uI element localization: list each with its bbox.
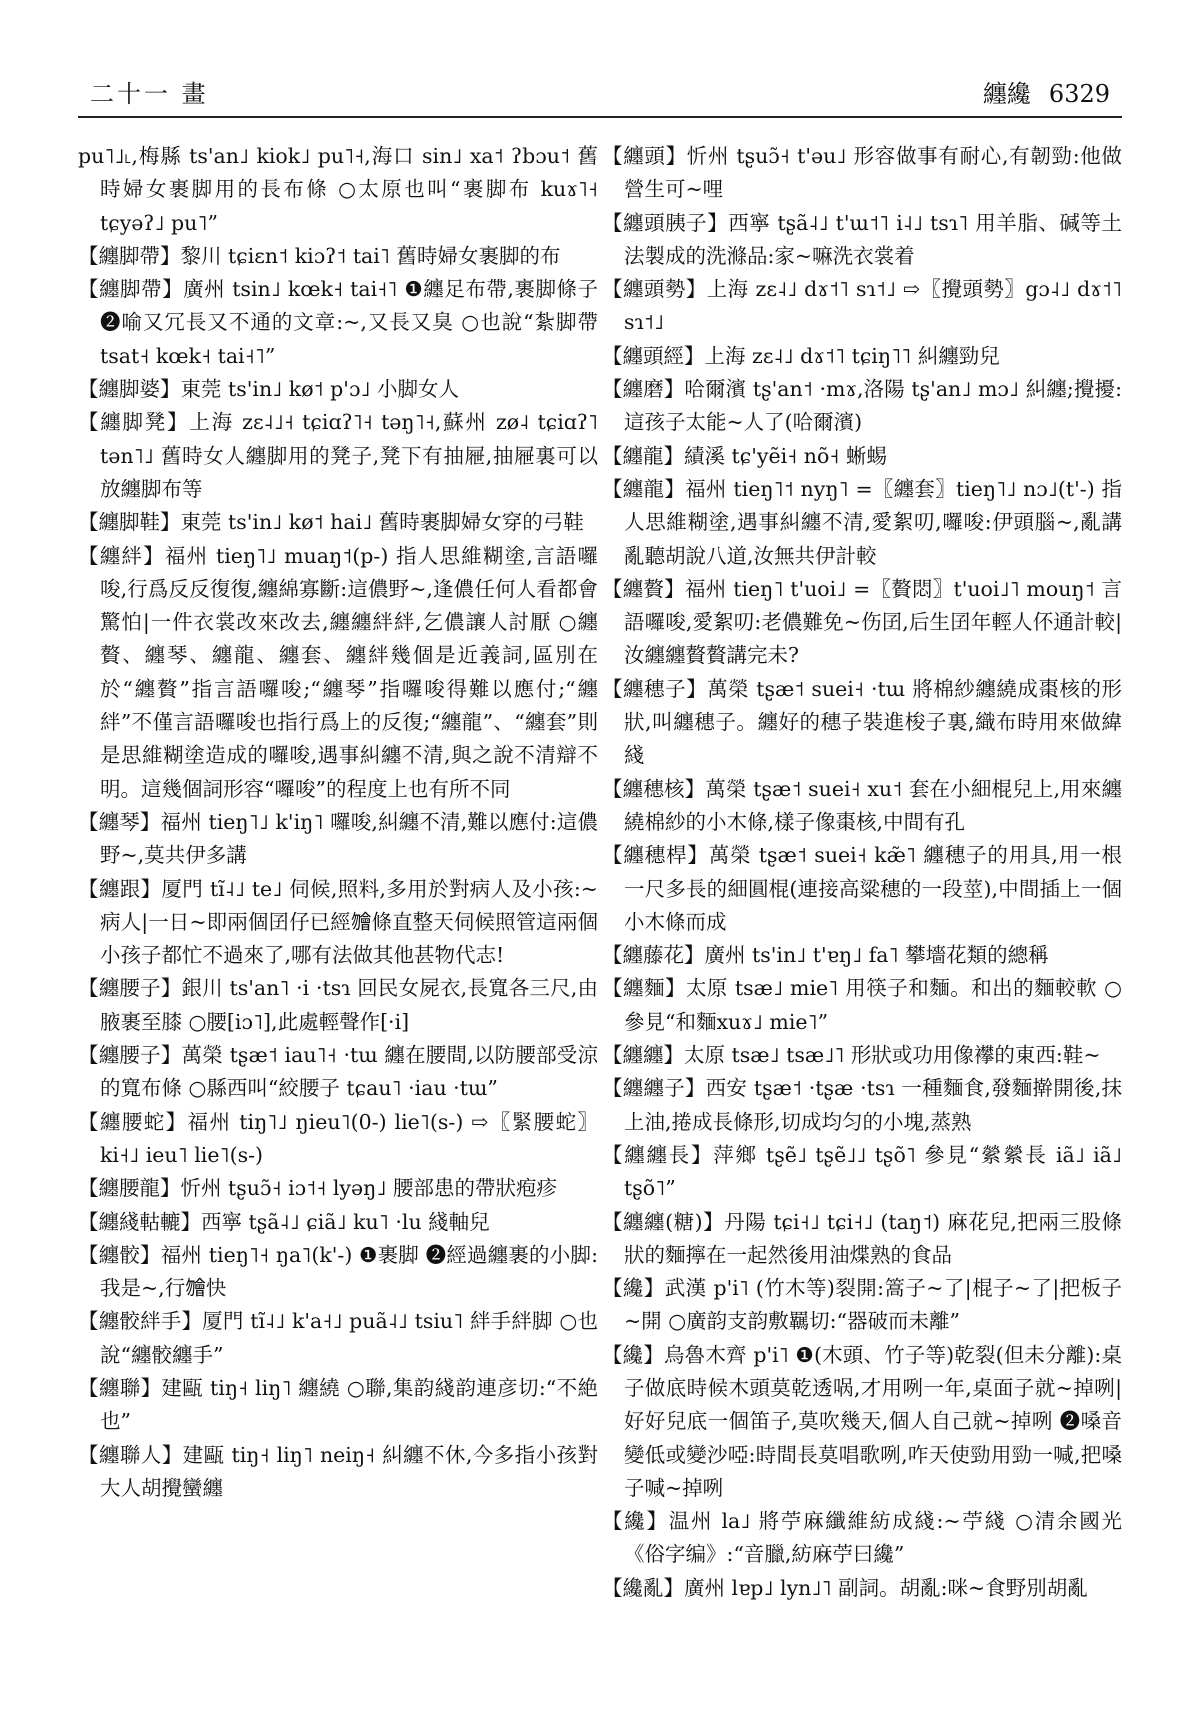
dictionary-entry: 【纏龍】福州 tieŋ˥˦ nyŋ˥ =〖纏套〗tieŋ˥˩ nɔ˩(t'-) 指人思維糊塗,遇事糾纏不清,愛絮叨,囉唆:伊頭腦~,亂講亂聽胡說八道,汝無共伊計較	[602, 476, 1122, 568]
section-title: 二十一 畫	[90, 80, 209, 108]
dictionary-entry: 【纔】温州 la˩ 將苧麻纖維紡成綫:~苧綫 ○清余國光《俗字编》:“音臘,紡麻苧曰纔”	[602, 1509, 1122, 1567]
dictionary-entry: 【纏穗桿】萬榮 tʂæ˦ suei˧ kæ̃˥ 纏穗子的用具,用一根一尺多長的細圓棍(連接高粱穗的一段莖),中間插上一個小木條而成	[602, 843, 1122, 934]
dictionary-entry: 【纔】武漢 p'i˥ (竹木等)裂開:篙子~了|棍子~了|把板子~開 ○廣韵支韵敷羈切:“器破而未離”	[602, 1276, 1122, 1334]
page-header	[78, 66, 1122, 118]
dictionary-entry: 【纏脚帶】黎川 tɕiɛn˦ kiɔʔ˦ tai˥ 舊時婦女裹脚的布	[78, 243, 561, 268]
dictionary-entry: 【纏龍】績溪 tɕ'yẽi˧ nõ˧ 蜥蜴	[602, 443, 887, 468]
dictionary-entry: 【纏琴】福州 tieŋ˥˩ k'iŋ˥ 囉唆,糾纏不清,難以應付:這儂野~,莫共伊多講	[78, 809, 598, 868]
dictionary-entry: 【纏頭經】上海 zɛ˨˩ dɤ˦˥ tɕiŋ˥˥ 糾纏勁兒	[602, 343, 1000, 368]
header-keyword: 纏纔	[982, 80, 1031, 108]
dictionary-entry: 【纏纏子】西安 tʂæ˦ ·tʂæ ·tsɿ 一種麵食,發麵擀開後,抹上油,捲成長條形,切成均匀的小塊,蒸熟	[602, 1076, 1122, 1134]
dictionary-entry: 【纏骹絆手】厦門 tĩ˨˩ k'a˧˩ puã˨˩ tsiu˥ 絆手絆脚 ○也說“纏骹纏手”	[78, 1309, 598, 1367]
dictionary-entry: 【纏跟】厦門 tĩ˨˩ te˩ 伺候,照料,多用於對病人及小孩:~病人|一日~即兩個囝仔已經𣍐條直整天伺候照管這兩個小孩子都忙不過來了,哪有法做其他甚物代志!	[78, 876, 598, 968]
dictionary-entry: 【纏穗核】萬榮 tʂæ˦ suei˧ xu˦ 套在小細棍兒上,用來纏繞棉紗的小木條,樣子像棗核,中間有孔	[602, 776, 1122, 834]
dictionary-entry: 【纏纏(糖)】丹陽 tɕi˧˩ tɕi˧˩ (taŋ˦) 麻花兒,把兩三股條狀的麵擰在一起然後用油煠熟的食品	[602, 1209, 1122, 1267]
dictionary-entry: 【纏脚婆】東莞 ts'in˩ kø˦ p'ɔ˩ 小脚女人	[78, 377, 460, 402]
page-header-right	[983, 74, 1110, 109]
dictionary-entry: 【纏骹】福州 tieŋ˥˧ ŋa˥(k'-) ❶裹脚 ❷經過纏裹的小脚:我是~,行𣍐快	[78, 1242, 598, 1301]
dictionary-entry: 【纏脚帶】廣州 tsin˩ kœk˧ tai˧˥ ❶纏足布帶,裹脚條子 ❷喻又冗長又不通的文章:~,又長又臭 ○也說“紮脚帶 tsat˧ kœk˧ tai˧˥”	[78, 277, 598, 368]
dictionary-entry: 【纏藤花】廣州 ts'in˩ t'ɐŋ˩ fa˥ 攀墻花類的總稱	[602, 943, 1049, 968]
dictionary-entry: 【纏腰子】萬榮 tʂæ˦ iau˥˧ ·tɯ 纏在腰間,以防腰部受涼的寬布條 ○縣西叫“絞腰子 tɕau˥ ·iau ·tɯ”	[78, 1043, 598, 1101]
dictionary-entry: 【纏頭勢】上海 zɛ˨˩ dɤ˦˥ sɿ˦˩ ⇨〖攪頭勢〗gɔ˨˩ dɤ˦˥ sɿ˦˩	[602, 277, 1122, 335]
dictionary-entry: 【纏贅】福州 tieŋ˥ t'uoi˩ =〖贅悶〗t'uoi˩˥ mouŋ˦ 言語囉唆,愛絮叨:老儂難免~伤囝,后生囝年輕人伓通計較|汝纏纏贅贅講完未?	[602, 576, 1122, 668]
dictionary-entry: 【纏腰蛇】福州 tiŋ˥˩ ŋieu˥(0-) lie˥(s-) ⇨〖緊腰蛇〗ki˧˩ ieu˥ lie˥(s-)	[78, 1109, 598, 1167]
dictionary-entry: 【纏絆】福州 tieŋ˥˩ muaŋ˦(p-) 指人思維糊塗,言語囉唆,行爲反反復復,纏綿寡斷:這儂野~,逢儂任何人看都會驚怕|一件衣裳改來改去,纏纏絆絆,乞儂讓人討厭 ○纏贅、纏琴、纏龍、纏套、纏絆幾個是近義詞,區別在於“纏贅”指言語囉唆;“纏琴”指囉唆得難以應付;“纏絆”不僅言語囉唆也指行爲上的反復;“纏龍”、“纏套”則是思維糊塗造成的囉唆,遇事糾纏不清,與之說不清辯不明。這幾個詞形容“囉唆”的程度上也有所不同	[78, 543, 598, 801]
page-number: 6329	[1048, 80, 1110, 108]
dictionary-entry: 【纏頭胰子】西寧 tʂã˨˩ t'ɯ˦˥ i˨˩ tsɿ˥ 用羊脂、碱等土法製成的洗滌品:家~嘛洗衣裳着	[602, 210, 1122, 268]
dictionary-entry: 【纏綫軲轆】西寧 tʂã˨˩ ɕiã˩ ku˥ ·lu 綫軸兒	[78, 1209, 490, 1234]
dictionary-entry: 【纏頭】忻州 tʂuɔ̃˧ t'əu˩ 形容做事有耐心,有韌勁:他做營生可~哩	[602, 144, 1122, 202]
dictionary-entry: 【纏磨】哈爾濱 tʂ'an˦ ·mɤ,洛陽 tʂ'an˩ mɔ˩ 糾纏;攪擾:這孩子太能~人了(哈爾濱)	[602, 377, 1122, 435]
dictionary-entry: 【纏脚鞋】東莞 ts'in˩ kø˦ hai˩ 舊時裹脚婦女穿的弓鞋	[78, 510, 584, 535]
dictionary-entry: 【纏麵】太原 tsæ˩ mie˥ 用筷子和麵。和出的麵較軟 ○參見“和麵xuɤ˩ mie˥”	[602, 976, 1122, 1034]
dictionary-entry: 【纔】烏魯木齊 p'i˥ ❶(木頭、竹子等)乾裂(但未分離):桌子做底時候木頭莫乾透㖞,才用咧一年,桌面子就~掉咧|好好兒底一個笛子,莫吹幾天,個人自己就~掉咧 ❷嗓音變低或變沙啞:時間長莫唱歌咧,咋天使勁用勁一喊,把嗓子喊~掉咧	[602, 1342, 1122, 1500]
dictionary-entry: 【纏脚凳】上海 zɛ˨˩˧ tɕiɑʔ˥˧ təŋ˥˧,蘇州 zø˨ tɕiɑʔ˥ tən˥˩ 舊時女人纏脚用的凳子,凳下有抽屜,抽屜裏可以放纏脚布等	[78, 410, 598, 501]
left-column	[78, 140, 598, 1700]
dictionary-entry: 【纏穗子】萬榮 tʂæ˦ suei˧ ·tɯ 將棉紗纏繞成棗核的形狀,叫纏穗子。纏好的穗子裝進梭子裏,織布時用來做緯綫	[602, 676, 1122, 768]
dictionary-entry: 【纔亂】廣州 lɐp˩ lyn˩˥ 副詞。胡亂:咪~食野別胡亂	[602, 1575, 1088, 1600]
dictionary-entry: 【纏纏長】萍鄉 tʂẽ˩ tʂẽ˩˩ tʂõ˥ 參見“縈縈長 iã˩ iã˩ tʂõ˥”	[602, 1142, 1122, 1201]
right-column	[602, 140, 1122, 1700]
dictionary-entry: 【纏腰子】銀川 ts'an˥ ·i ·tsɿ 回民女屍衣,長寬各三尺,由腋裹至膝 ○腰[iɔ˥],此處輕聲作[·i]	[78, 976, 598, 1034]
dictionary-entry: 【纏腰龍】忻州 tʂuɔ̃˧ iɔ˦˧ lyəŋ˩ 腰部患的帶狀疱疹	[78, 1176, 557, 1201]
dictionary-entry: 【纏纏】太原 tsæ˩ tsæ˩˥ 形狀或功用像襻的東西:鞋~	[602, 1043, 1101, 1068]
dictionary-entry: pu˥˩˪,梅縣 ts'an˩ kiok˩ pu˥˧,海口 sin˩ xa˦ ʔbɔu˦ 舊時婦女裹脚用的長布條 ○太原也叫“裹脚布 kuɤ˥˧ tɕyəʔ˩ pu˥”	[78, 144, 598, 235]
dictionary-entry: 【纏聯人】建甌 tiŋ˧ liŋ˥ neiŋ˧ 糾纏不休,今多指小孩對大人胡攪蠻纏	[78, 1442, 598, 1500]
dictionary-entry: 【纏聯】建甌 tiŋ˧ liŋ˥ 纏繞 ○聯,集韵綫韵連彦切:“不絶也”	[78, 1375, 598, 1434]
